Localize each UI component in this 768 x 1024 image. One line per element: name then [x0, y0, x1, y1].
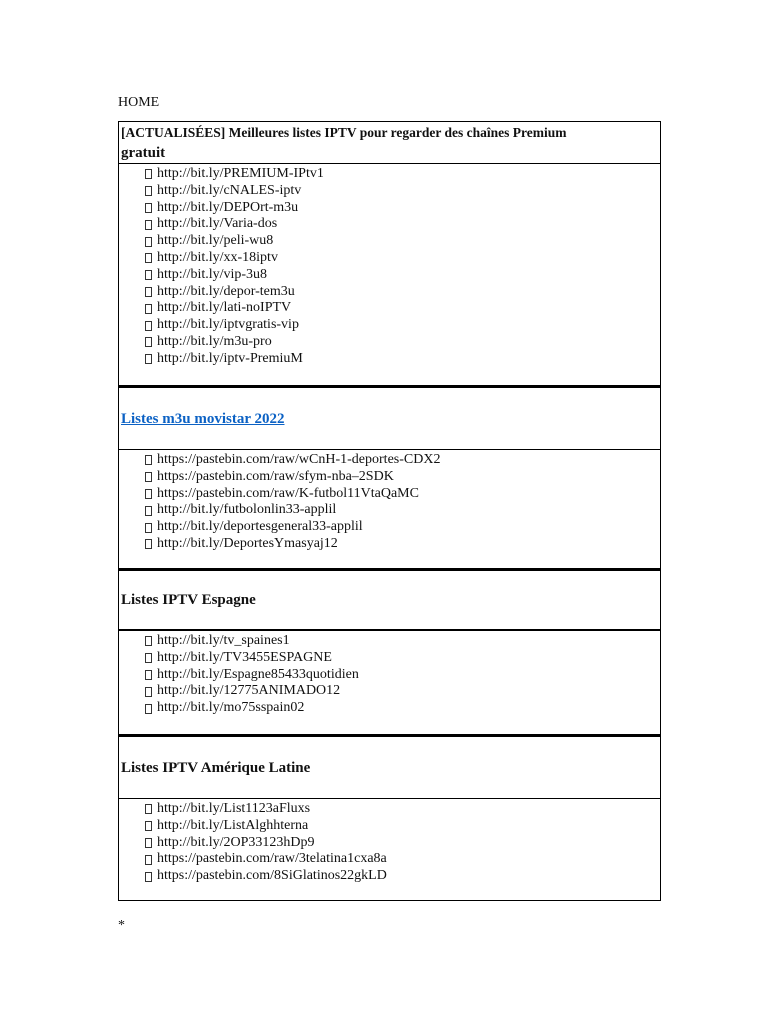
- bullet-icon: [145, 704, 152, 714]
- section-espagne: [118, 568, 661, 736]
- link-text[interactable]: http://bit.ly/iptv-PremiuM: [157, 350, 303, 366]
- list-item[interactable]: [145, 536, 660, 553]
- bullet-icon: [145, 337, 152, 347]
- bullet-icon: [145, 220, 152, 230]
- link-text[interactable]: https://pastebin.com/raw/3telatina1cxa8a: [157, 851, 387, 867]
- link-text[interactable]: http://bit.ly/TV3455ESPAGNE: [157, 649, 332, 665]
- list-item[interactable]: [145, 334, 660, 351]
- link-text[interactable]: http://bit.ly/m3u-pro: [157, 333, 272, 349]
- link-text[interactable]: https://pastebin.com/raw/sfym-nba–2SDK: [157, 468, 394, 484]
- bullet-icon: [145, 253, 152, 263]
- bullet-icon: [145, 237, 152, 247]
- bullet-icon: [145, 321, 152, 331]
- list-item[interactable]: [145, 183, 660, 200]
- section-movistar: [118, 385, 661, 570]
- link-text[interactable]: http://bit.ly/PREMIUM-IPtv1: [157, 166, 324, 181]
- link-text[interactable]: http://bit.ly/cNALES-iptv: [157, 182, 302, 198]
- link-text[interactable]: http://bit.ly/DEPOrt-m3u: [157, 199, 299, 215]
- bullet-icon: [145, 506, 152, 516]
- section-espagne-header: [119, 571, 660, 631]
- home-link[interactable]: HOME: [118, 95, 160, 110]
- list-item[interactable]: [145, 267, 660, 284]
- bullet-icon: [145, 472, 152, 482]
- bullet-icon: [145, 855, 152, 865]
- list-item[interactable]: [145, 700, 660, 717]
- list-item[interactable]: [145, 250, 660, 267]
- bullet-icon: [145, 838, 152, 848]
- bullet-icon: [145, 304, 152, 314]
- link-text[interactable]: http://bit.ly/futbolonlin33-applil: [157, 502, 337, 518]
- link-text[interactable]: http://bit.ly/Espagne85433quotidien: [157, 666, 359, 682]
- section-premium: [118, 121, 661, 387]
- list-item[interactable]: [145, 469, 660, 486]
- link-text[interactable]: http://bit.ly/ListAlghhterna: [157, 817, 309, 833]
- list-item[interactable]: [145, 851, 660, 868]
- link-text[interactable]: http://bit.ly/List1123aFluxs: [157, 801, 311, 816]
- link-text[interactable]: http://bit.ly/deportesgeneral33-applil: [157, 519, 363, 535]
- link-text[interactable]: http://bit.ly/Varia-dos: [157, 216, 278, 232]
- bullet-icon: [145, 687, 152, 697]
- list-item[interactable]: [145, 835, 660, 852]
- section-premium-title: [121, 123, 567, 163]
- list-item[interactable]: [145, 317, 660, 334]
- section-movistar-title-link[interactable]: Listes m3u movistar 2022: [121, 410, 285, 427]
- section-premium-header: [119, 122, 660, 164]
- list-item[interactable]: [145, 818, 660, 835]
- list-item[interactable]: [145, 452, 660, 469]
- section-amerique-latine-header: [119, 737, 660, 799]
- link-text[interactable]: https://pastebin.com/raw/K-futbol11VtaQaMC: [157, 485, 419, 501]
- footer-asterisk: *: [118, 918, 125, 933]
- bullet-icon: [145, 653, 152, 663]
- list-item[interactable]: [145, 650, 660, 667]
- espagne-link-list: [119, 631, 660, 717]
- list-item[interactable]: [145, 166, 660, 183]
- list-item[interactable]: [145, 683, 660, 700]
- list-item[interactable]: [145, 351, 660, 368]
- bullet-icon: [145, 489, 152, 499]
- list-item[interactable]: [145, 233, 660, 250]
- link-text[interactable]: https://pastebin.com/raw/wCnH-1-deportes-CDX2: [157, 452, 441, 467]
- link-text[interactable]: http://bit.ly/iptvgratis-vip: [157, 317, 299, 333]
- premium-link-list: [119, 164, 660, 368]
- bullet-icon: [145, 523, 152, 533]
- list-item[interactable]: [145, 200, 660, 217]
- list-item[interactable]: [145, 633, 660, 650]
- bullet-icon: [145, 287, 152, 297]
- amerique-latine-link-list: [119, 799, 660, 885]
- list-item[interactable]: [145, 519, 660, 536]
- bullet-icon: [145, 821, 152, 831]
- link-text[interactable]: http://bit.ly/tv_spaines1: [157, 633, 290, 648]
- bullet-icon: [145, 354, 152, 364]
- link-text[interactable]: http://bit.ly/depor-tem3u: [157, 283, 295, 299]
- link-text[interactable]: http://bit.ly/2OP33123hDp9: [157, 834, 315, 850]
- link-text[interactable]: https://pastebin.com/8SiGlatinos22gkLD: [157, 868, 387, 884]
- list-item[interactable]: [145, 868, 660, 885]
- bullet-icon: [145, 203, 152, 213]
- link-text[interactable]: http://bit.ly/DeportesYmasyaj12: [157, 535, 338, 551]
- bullet-icon: [145, 169, 152, 179]
- link-text[interactable]: http://bit.ly/peli-wu8: [157, 233, 274, 249]
- link-text[interactable]: http://bit.ly/12775ANIMADO12: [157, 683, 341, 699]
- list-item[interactable]: [145, 667, 660, 684]
- list-item[interactable]: [145, 284, 660, 301]
- section-amerique-latine-title: Listes IPTV Amérique Latine: [121, 759, 311, 776]
- movistar-link-list: [119, 450, 660, 553]
- list-item[interactable]: [145, 486, 660, 503]
- link-text[interactable]: http://bit.ly/mo75sspain02: [157, 700, 305, 716]
- bullet-icon: [145, 804, 152, 814]
- section-premium-title-line2: gratuit: [121, 145, 166, 161]
- bullet-icon: [145, 872, 152, 882]
- list-item[interactable]: [145, 801, 660, 818]
- section-espagne-title: Listes IPTV Espagne: [121, 592, 256, 608]
- bullet-icon: [145, 455, 152, 465]
- list-item[interactable]: [145, 502, 660, 519]
- link-text[interactable]: http://bit.ly/lati-noIPTV: [157, 300, 292, 316]
- link-text[interactable]: http://bit.ly/vip-3u8: [157, 266, 268, 282]
- bullet-icon: [145, 186, 152, 196]
- section-movistar-header: [119, 388, 660, 450]
- list-item[interactable]: [145, 216, 660, 233]
- bullet-icon: [145, 636, 152, 646]
- bullet-icon: [145, 670, 152, 680]
- section-amerique-latine: [118, 734, 661, 901]
- link-text[interactable]: http://bit.ly/xx-18iptv: [157, 249, 278, 265]
- bullet-icon: [145, 270, 152, 280]
- bullet-icon: [145, 539, 152, 549]
- section-premium-title-line1: [ACTUALISÉES] Meilleures listes IPTV pour regarder des chaînes Premium: [121, 125, 567, 140]
- list-item[interactable]: [145, 300, 660, 317]
